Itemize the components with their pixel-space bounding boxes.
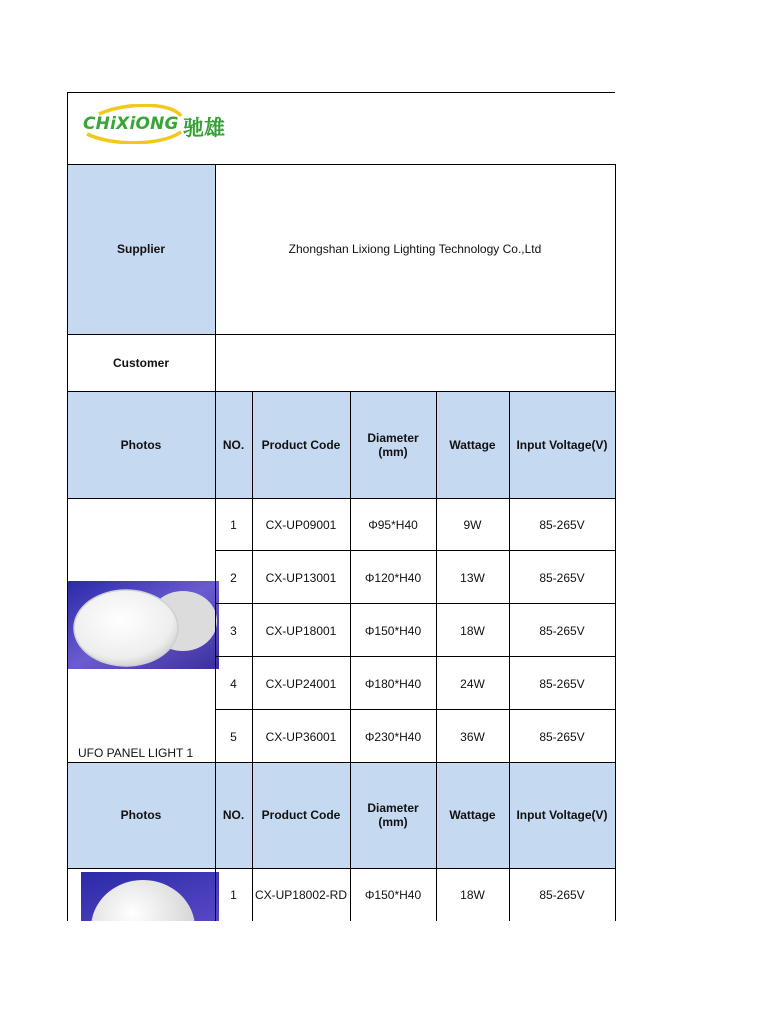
group1-row-1-no [215, 498, 252, 551]
group1-row-5-wattage [436, 710, 509, 763]
cell-no-text: 1 [230, 887, 237, 902]
header-diameter-text: Diameter (mm) [367, 430, 419, 459]
header-no-text: NO. [222, 437, 245, 452]
supplier-name: Zhongshan Lixiong Lighting Technology Co.,Ltd [288, 242, 542, 256]
group1-row-4-code [252, 657, 350, 710]
cell-code-text: CX-UP18002-RD [254, 887, 348, 902]
group1-row-2-wattage [436, 551, 509, 604]
group1-row-3-wattage [436, 604, 509, 657]
cell-diameter-text: Φ180*H40 [364, 676, 422, 691]
group1-row-2-no [215, 551, 252, 604]
group1-row-5-voltage [509, 710, 615, 763]
header-photos [67, 391, 215, 498]
cell-wattage-text: 9W [463, 517, 482, 532]
group1-row-2-diameter [350, 551, 436, 604]
cell-code-text: CX-UP13001 [265, 570, 337, 585]
header2-no [215, 762, 252, 868]
header-diameter [350, 391, 436, 498]
header2-photos [67, 762, 215, 868]
group1-caption: UFO PANEL LIGHT 1 [78, 746, 194, 760]
supplier-label-cell [67, 164, 215, 334]
group2-row-1-voltage [509, 868, 615, 921]
group1-row-1-code [252, 498, 350, 551]
cell-voltage-text: 85-265V [539, 676, 585, 691]
spec-sheet [67, 92, 615, 921]
group1-row-3-voltage [509, 604, 615, 657]
cell-no-text: 3 [230, 623, 237, 638]
group1-row-5-diameter [350, 710, 436, 763]
customer-label: Customer [112, 355, 169, 370]
group1-row-1-wattage [436, 498, 509, 551]
ufo-panel-light-rd-photo [81, 872, 219, 921]
cell-no-text: 5 [230, 729, 237, 744]
header-input-voltage [509, 391, 615, 498]
customer-value-cell [215, 334, 615, 391]
header2-no-text: NO. [222, 808, 245, 822]
group1-row-4-no [215, 657, 252, 710]
header-input-voltage-text: Input Voltage(V) [516, 437, 608, 452]
header2-wattage [436, 762, 509, 868]
group1-row-1-voltage [509, 498, 615, 551]
group1-row-3-no [215, 604, 252, 657]
cell-no-text: 1 [230, 517, 237, 532]
cell-wattage-text: 13W [460, 570, 485, 585]
header-product-code-text: Product Code [261, 437, 341, 452]
group1-row-4-diameter [350, 657, 436, 710]
header-product-code [252, 391, 350, 498]
group1-row-3-diameter [350, 604, 436, 657]
customer-label-cell [67, 334, 215, 391]
cell-code-text: CX-UP36001 [265, 729, 337, 744]
header2-photos-text: Photos [120, 808, 162, 822]
header2-diameter [350, 762, 436, 868]
header2-diameter-text: Diameter (mm) [367, 801, 419, 829]
cell-voltage-text: 85-265V [539, 887, 585, 902]
logo-wordmark: CHiXiONG [83, 114, 179, 134]
cell-diameter-text: Φ95*H40 [368, 517, 418, 532]
cell-diameter-text: Φ120*H40 [364, 570, 422, 585]
cell-diameter-text: Φ150*H40 [364, 623, 422, 638]
cell-diameter-text: Φ230*H40 [364, 729, 422, 744]
group1-row-4-voltage [509, 657, 615, 710]
logo-chinese-wordmark: 驰雄 [183, 116, 225, 140]
header2-input-voltage-text: Input Voltage(V) [516, 808, 608, 822]
group2-row-1-no [215, 868, 252, 921]
cell-wattage-text: 18W [460, 887, 485, 902]
header-photos-text: Photos [120, 437, 162, 452]
cell-code-text: CX-UP09001 [265, 517, 337, 532]
group1-row-1-diameter [350, 498, 436, 551]
cell-wattage-text: 24W [460, 676, 485, 691]
group1-row-5-code [252, 710, 350, 763]
header2-product-code [252, 762, 350, 868]
cell-code-text: CX-UP18001 [265, 623, 337, 638]
header-wattage [436, 391, 509, 498]
cell-no-text: 4 [230, 676, 237, 691]
header2-wattage-text: Wattage [449, 808, 496, 822]
cell-diameter-text: Φ150*H40 [364, 887, 422, 902]
group1-row-2-voltage [509, 551, 615, 604]
group2-row-1-diameter [350, 868, 436, 921]
group1-row-2-code [252, 551, 350, 604]
cell-voltage-text: 85-265V [539, 570, 585, 585]
group2-row-1-code [252, 868, 350, 921]
group1-row-5-no [215, 710, 252, 763]
header2-input-voltage [509, 762, 615, 868]
group1-row-3-code [252, 604, 350, 657]
chixiong-logo [81, 104, 241, 144]
header2-product-code-text: Product Code [261, 808, 341, 822]
supplier-value-cell [215, 164, 615, 334]
group2-row-1-wattage [436, 868, 509, 921]
cell-voltage-text: 85-265V [539, 729, 585, 744]
header-wattage-text: Wattage [449, 437, 496, 452]
group1-row-4-wattage [436, 657, 509, 710]
ufo-panel-light-photo [68, 581, 219, 669]
cell-wattage-text: 18W [460, 623, 485, 638]
cell-no-text: 2 [230, 570, 237, 585]
cell-code-text: CX-UP24001 [265, 676, 337, 691]
header-no [215, 391, 252, 498]
cell-wattage-text: 36W [460, 729, 485, 744]
cell-voltage-text: 85-265V [539, 517, 585, 532]
cell-voltage-text: 85-265V [539, 623, 585, 638]
supplier-label: Supplier [116, 242, 165, 256]
